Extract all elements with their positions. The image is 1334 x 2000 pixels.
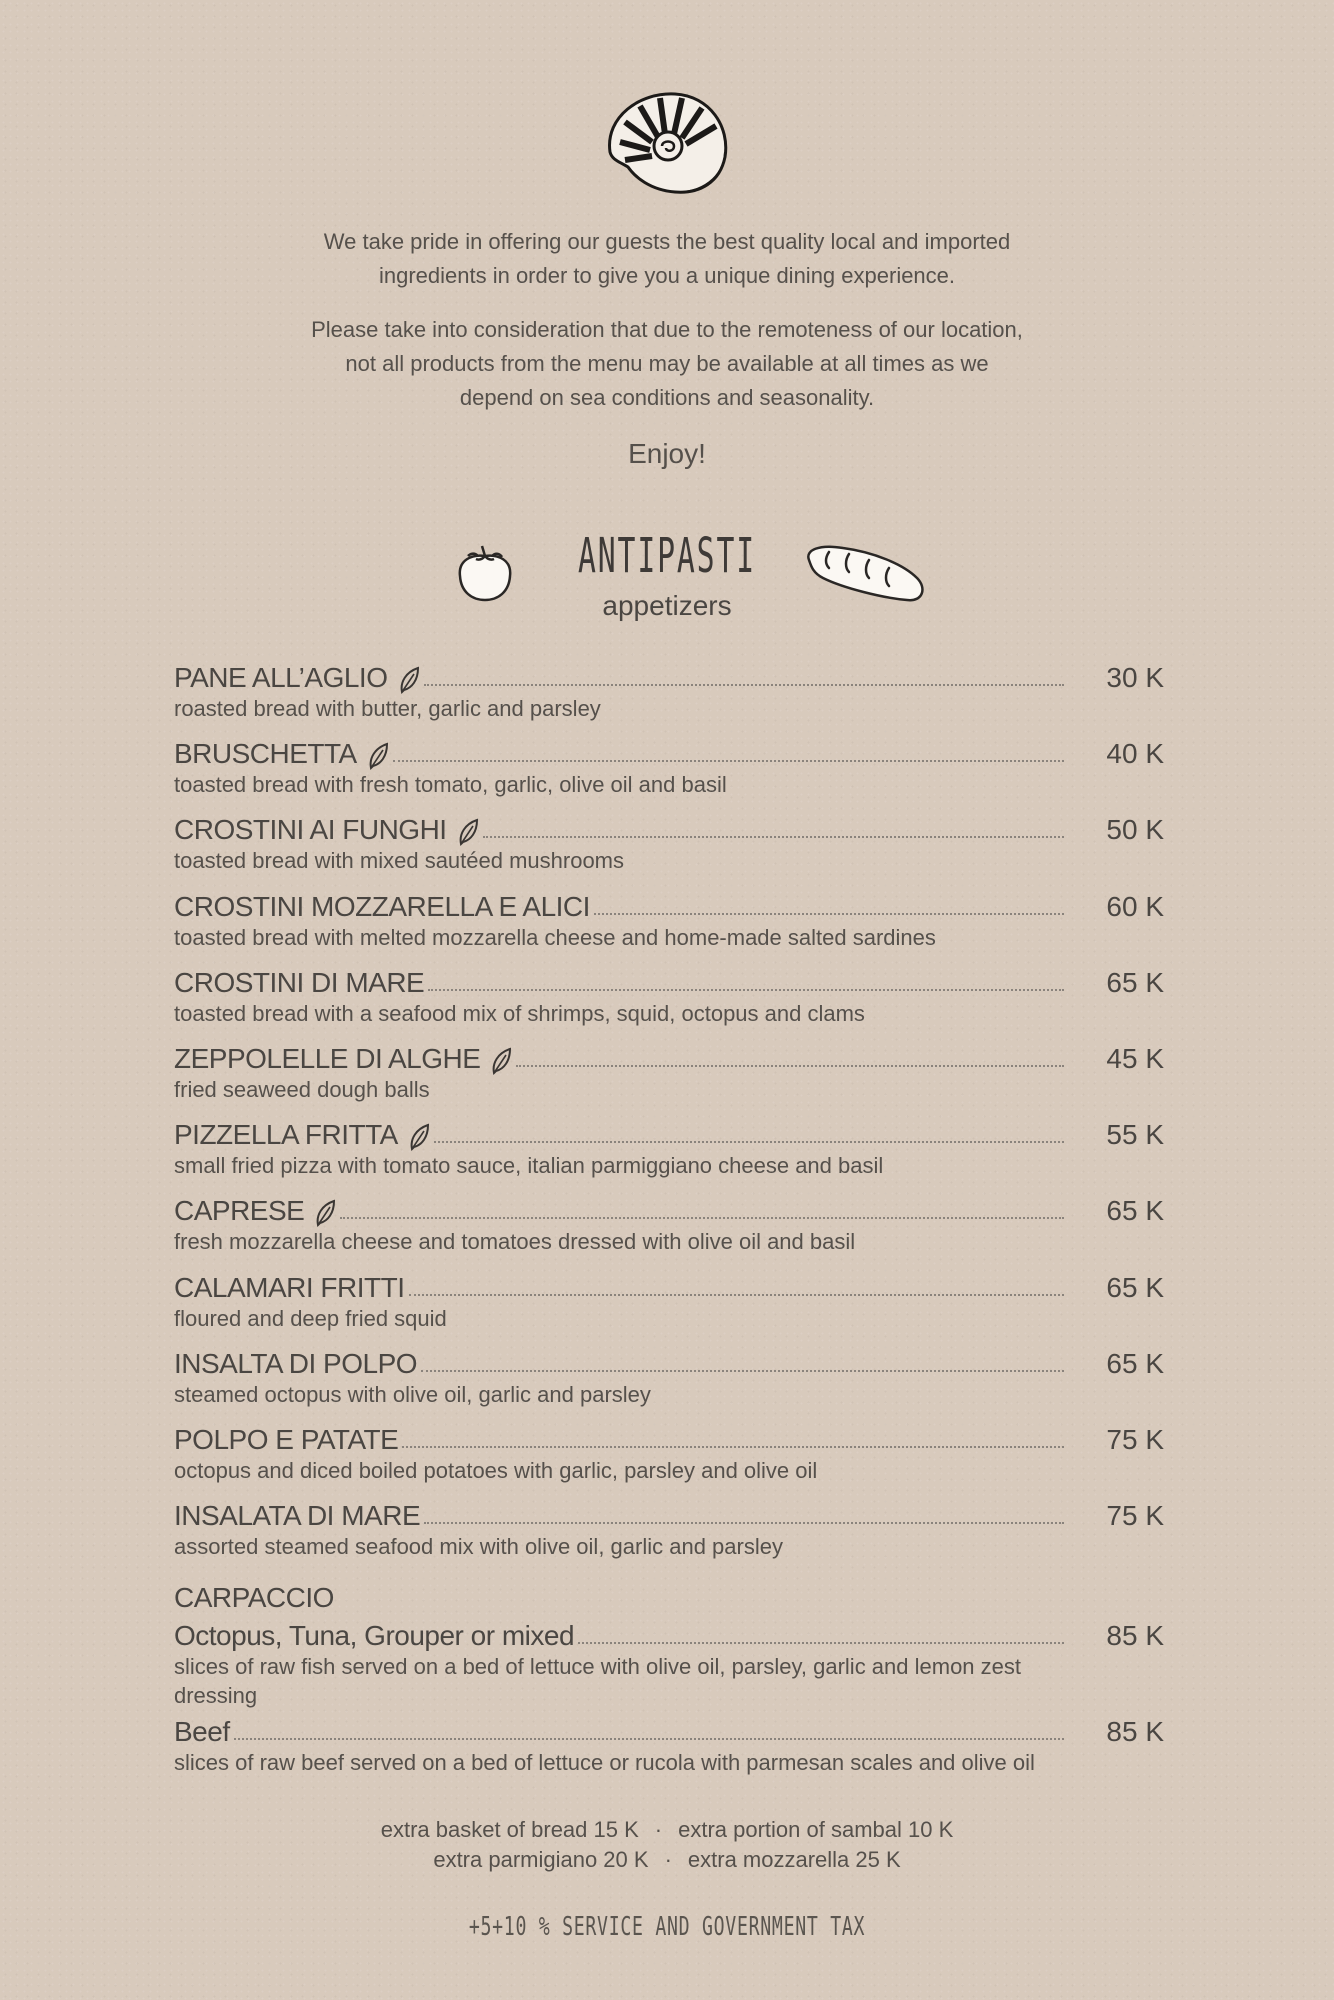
intro-text: depend on sea conditions and seasonality. (459, 385, 875, 410)
dot-leader (340, 1216, 1064, 1219)
menu-item (174, 806, 1164, 882)
dot-leader (409, 1293, 1064, 1296)
menu-item (174, 730, 1164, 806)
extra-parmigiano: extra parmigiano 20 K (433, 1847, 649, 1872)
item-description: small fried pizza with tomato sauce, italian parmiggiano cheese and basil (174, 1153, 884, 1179)
item-description: slices of raw fish served on a bed of lettuce with olive oil, parsley, garlic and lemon zest dressing (174, 1654, 1021, 1708)
dot-leader (421, 1369, 1064, 1372)
separator: · (654, 1817, 663, 1842)
carpaccio-beef (174, 1708, 1164, 1784)
menu-item (174, 654, 1164, 730)
dot-leader (428, 988, 1064, 991)
leaf-icon (457, 818, 479, 846)
item-description: roasted bread with butter, garlic and parsley (174, 696, 601, 721)
item-price: 50 K (1106, 814, 1164, 846)
item-name: CAPRESE (174, 1195, 305, 1227)
menu-item (174, 1187, 1164, 1263)
dot-leader (234, 1737, 1064, 1740)
item-price: 65 K (1106, 1271, 1164, 1303)
menu-item (174, 1111, 1164, 1187)
item-description: slices of raw beef served on a bed of lettuce or rucola with parmesan scales and olive oil (174, 1750, 1035, 1775)
leaf-icon (398, 666, 420, 694)
item-price: 40 K (1106, 738, 1164, 770)
menu-item (174, 1264, 1164, 1340)
item-name: Octopus, Tuna, Grouper or mixed (174, 1620, 575, 1651)
enjoy-text: Enjoy! (628, 438, 706, 469)
extra-sambal: extra portion of sambal 10 K (678, 1817, 954, 1842)
menu-item (174, 959, 1164, 1035)
extra-mozzarella: extra mozzarella 25 K (687, 1847, 901, 1872)
dot-leader (393, 759, 1064, 762)
carpaccio-fish (174, 1612, 1164, 1722)
item-description: toasted bread with fresh tomato, garlic, olive oil and basil (174, 772, 727, 798)
item-price: 60 K (1106, 890, 1164, 922)
menu-item (174, 1035, 1164, 1111)
menu-item (174, 1492, 1164, 1568)
item-name: CROSTINI DI MARE (174, 966, 425, 998)
section-title: ANTIPASTI (578, 528, 756, 584)
item-name: BRUSCHETTA (174, 738, 357, 770)
item-name: Beef (174, 1716, 230, 1747)
item-name: INSALTA DI POLPO (174, 1347, 418, 1379)
dot-leader (516, 1064, 1064, 1067)
intro-paragraph-1 (217, 225, 1117, 293)
section-subtitle: appetizers (602, 590, 732, 621)
item-price: 30 K (1106, 662, 1164, 693)
menu-item-carpaccio (174, 1574, 1164, 1614)
item-name: CROSTINI AI FUNGHI (174, 814, 447, 846)
tomato-icon (452, 542, 518, 604)
item-description: fresh mozzarella cheese and tomatoes dressed with olive oil and basil (174, 1229, 856, 1255)
item-name: CALAMARI FRITTI (174, 1271, 405, 1303)
leaf-icon (367, 742, 389, 770)
menu-item (174, 1416, 1164, 1492)
item-description: floured and deep fried squid (174, 1305, 447, 1331)
item-description: octopus and diced boiled potatoes with garlic, parsley and olive oil (174, 1458, 818, 1483)
dot-leader (424, 683, 1065, 686)
separator: · (664, 1847, 672, 1872)
leaf-icon (408, 1123, 430, 1151)
item-name: ZEPPOLELLE DI ALGHE (174, 1043, 481, 1074)
item-price: 85 K (1106, 1620, 1164, 1651)
dot-leader (424, 1521, 1064, 1524)
menu-item (174, 883, 1164, 959)
leaf-icon (314, 1199, 336, 1227)
intro-text: We take pride in offering our guests the best quality local and imported (323, 229, 1011, 254)
item-description: fried seaweed dough balls (174, 1077, 430, 1102)
bread-loaf-icon (803, 538, 927, 610)
extras-line-2 (217, 1845, 1117, 1875)
extra-bread: extra basket of bread 15 K (380, 1817, 639, 1842)
dot-leader (483, 835, 1064, 838)
menu-item (174, 1340, 1164, 1416)
dot-leader (402, 1445, 1064, 1448)
tax-note: +5+10 % SERVICE AND GOVERNMENT TAX (468, 1912, 866, 1942)
item-price: 65 K (1106, 1347, 1164, 1379)
nautilus-shell-icon (590, 82, 740, 202)
item-name: PANE ALL’AGLIO (174, 662, 388, 693)
item-price: 85 K (1106, 1716, 1164, 1747)
item-price: 55 K (1106, 1119, 1164, 1151)
intro-text: ingredients in order to give you a unique dining experience. (378, 263, 956, 288)
dot-leader (578, 1641, 1064, 1644)
item-name: CROSTINI MOZZARELLA E ALICI (174, 890, 590, 922)
item-name: INSALATA DI MARE (174, 1500, 421, 1532)
item-price: 65 K (1106, 1195, 1164, 1227)
item-name: CARPACCIO (174, 1582, 334, 1613)
intro-text: Please take into consideration that due to the remoteness of our location, (311, 317, 1023, 342)
item-description: assorted steamed seafood mix with olive oil, garlic and parsley (174, 1534, 783, 1560)
intro-text: not all products from the menu may be available at all times as we (345, 351, 989, 376)
item-price: 65 K (1106, 966, 1164, 998)
item-name: POLPO E PATATE (174, 1424, 399, 1455)
item-price: 75 K (1106, 1500, 1164, 1532)
dot-leader (434, 1140, 1064, 1143)
item-description: toasted bread with a seafood mix of shrimps, squid, octopus and clams (174, 1000, 865, 1026)
intro-paragraph-2 (217, 313, 1117, 415)
leaf-icon (490, 1047, 512, 1075)
item-description: toasted bread with mixed sautéed mushrooms (174, 848, 625, 874)
extras-line-1 (217, 1815, 1117, 1845)
item-description: toasted bread with melted mozzarella cheese and home-made salted sardines (174, 924, 936, 950)
item-description: steamed octopus with olive oil, garlic and parsley (174, 1381, 651, 1407)
item-name: PIZZELLA FRITTA (174, 1119, 398, 1151)
item-price: 75 K (1106, 1424, 1164, 1455)
dot-leader (594, 912, 1064, 915)
item-price: 45 K (1106, 1043, 1164, 1074)
